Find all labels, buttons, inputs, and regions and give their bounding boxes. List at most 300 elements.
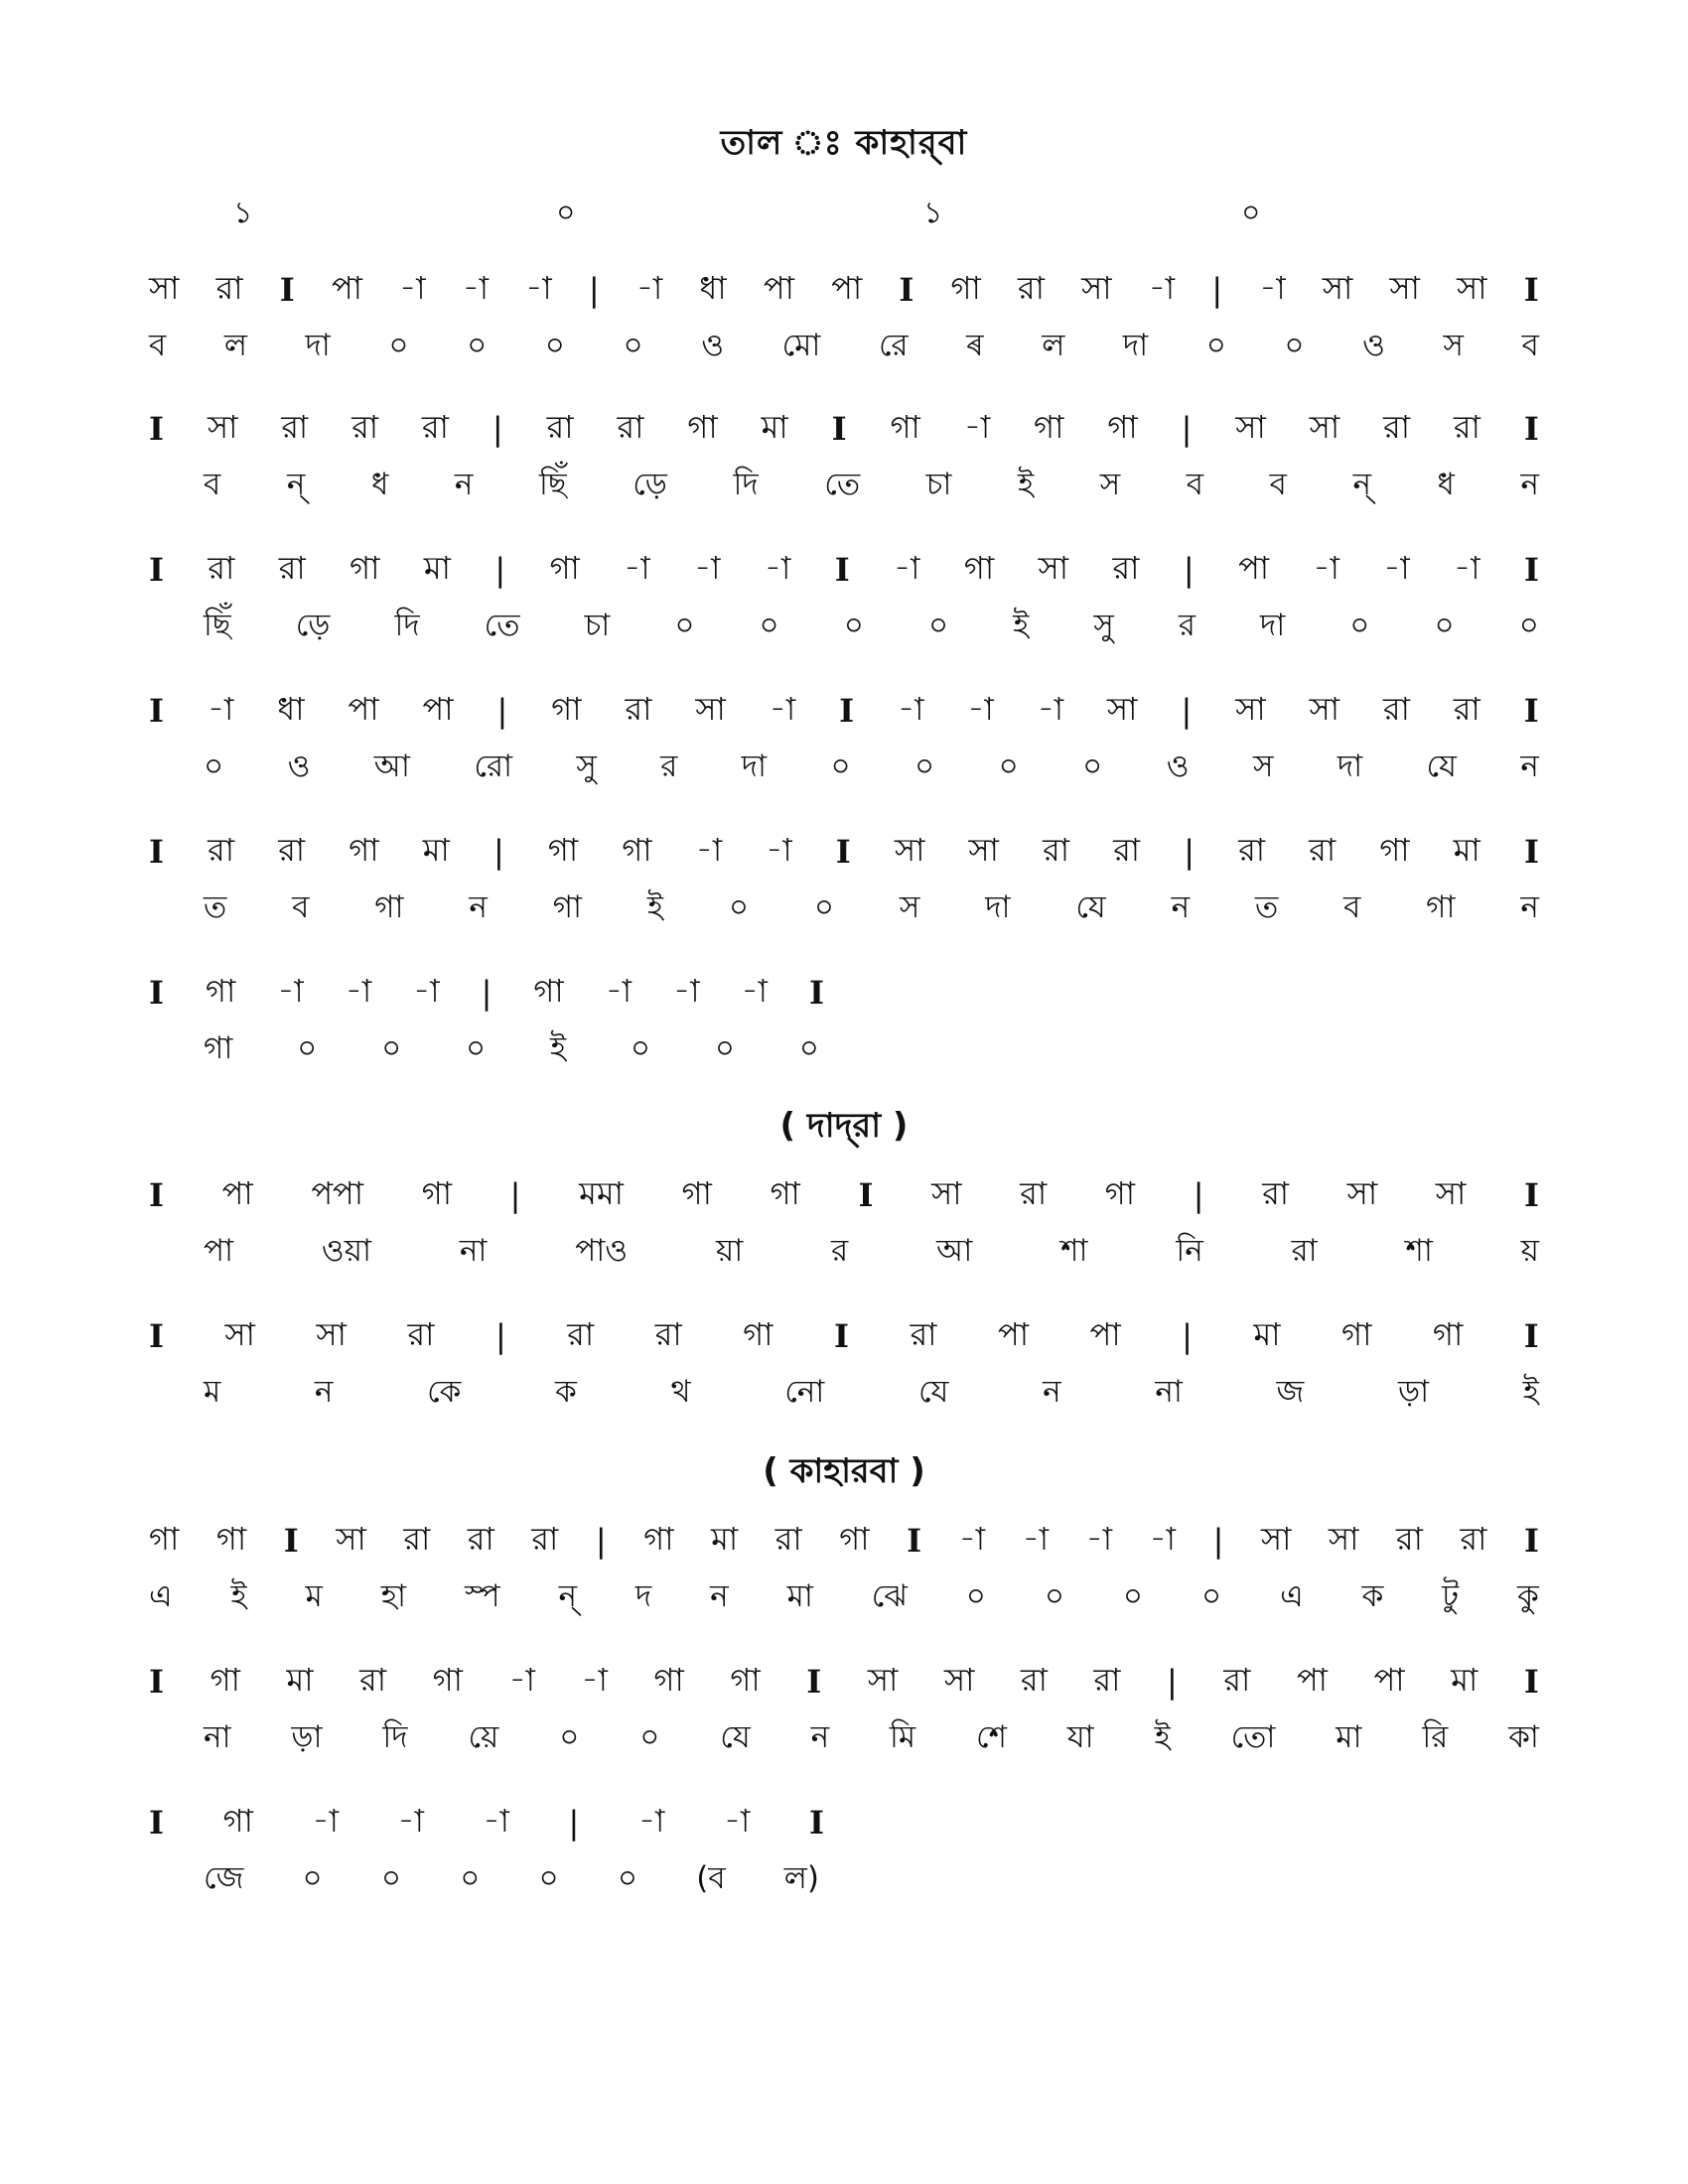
note-token: পা (831, 269, 863, 307)
note-token: সা (1038, 549, 1069, 587)
lyric-line (149, 606, 1539, 649)
beat-marker: ০ (1241, 196, 1261, 230)
note-token: সা (224, 1315, 255, 1353)
note-token: ই (549, 1030, 567, 1066)
note-token: ০ (466, 1030, 487, 1066)
note-token: রা (208, 549, 235, 587)
bar-line: | (1181, 692, 1193, 730)
note-token: -া (1085, 1520, 1112, 1558)
note-token: না (204, 1719, 231, 1755)
note-token: যে (1426, 749, 1457, 784)
note-token: ০ (1205, 328, 1226, 363)
lyric-line (149, 887, 1539, 931)
note-token: ০ (728, 889, 750, 925)
lyric-line (204, 1858, 819, 1902)
note-token: গা (350, 549, 380, 587)
note-token: গা (204, 1030, 233, 1066)
note-token: ছিঁ (204, 608, 231, 643)
note-token: ও (1362, 328, 1385, 363)
note-token: স (1099, 467, 1121, 502)
note-token: -া (525, 269, 552, 307)
note-token: গা (653, 1661, 684, 1699)
lyric-line (149, 1372, 1539, 1416)
page-title: তাল ঃ কাহার্‌বা (720, 123, 968, 163)
note-token: গা (1034, 408, 1064, 446)
note-token: সা (1107, 690, 1138, 728)
note-token: পা (1296, 1661, 1328, 1699)
note-token: ০ (843, 608, 864, 643)
note-token: -া (894, 549, 920, 587)
note-token: স (1252, 749, 1274, 784)
note-token: রা (281, 408, 309, 446)
note-token: পা (998, 1315, 1030, 1353)
note-token: ০ (1044, 1578, 1064, 1614)
note-token: রা (1291, 1233, 1318, 1269)
note-token: দি (382, 1719, 408, 1755)
note-token: ০ (302, 1860, 323, 1896)
bar-line: | (494, 551, 506, 589)
note-token: গা (149, 1520, 180, 1558)
note-token: গা (549, 549, 580, 587)
note-token: রা (1383, 690, 1410, 728)
note-token: ০ (297, 1030, 318, 1066)
note-token: -া (581, 1661, 608, 1699)
bar-line: I (808, 974, 824, 1012)
section-heading-kaharba: ( কাহারবা ) (763, 1451, 925, 1491)
note-token: সা (894, 831, 925, 869)
note-token: গা (681, 1174, 712, 1212)
note-token: দা (1336, 749, 1363, 784)
note-token: তে (824, 467, 861, 502)
note-token: সা (1457, 269, 1487, 307)
note-token: ধা (699, 269, 727, 307)
notation-line (149, 689, 1539, 733)
note-token: পা (331, 269, 362, 307)
note-token: গা (730, 1661, 761, 1699)
note-token: হা (380, 1578, 407, 1614)
bar-line: I (279, 271, 295, 309)
note-token: মা (1336, 1719, 1362, 1755)
note-token: পা (348, 690, 379, 728)
note-token: রা (1383, 408, 1411, 446)
note-token: -া (399, 269, 426, 307)
note-token: -া (963, 408, 991, 446)
bar-line: I (835, 833, 851, 871)
note-token: মা (761, 408, 788, 446)
note-token: গা (206, 972, 236, 1010)
note-token: -া (462, 269, 490, 307)
note-token: গা (890, 408, 920, 446)
note-token: ন্ (1352, 467, 1371, 502)
beat-markers (0, 189, 1688, 228)
note-token: স (1443, 328, 1465, 363)
note-token: রা (1020, 1174, 1048, 1212)
note-token: গা (1104, 1174, 1136, 1212)
note-token: পা (1373, 1661, 1405, 1699)
note-token: -া (277, 972, 304, 1010)
note-token: ০ (914, 749, 935, 784)
note-token: র (831, 1233, 849, 1269)
note-token: না (459, 1233, 488, 1269)
note-token: রা (1238, 831, 1266, 869)
note-token: সা (336, 1520, 366, 1558)
note-token: -া (637, 1802, 665, 1840)
beat-marker: ০ (556, 196, 576, 230)
note-token: সা (207, 408, 238, 446)
note-token: ০ (460, 1860, 481, 1896)
note-token: ন্ (558, 1578, 577, 1614)
note-token: -া (413, 972, 440, 1010)
note-token: গা (374, 889, 404, 925)
notation-line (149, 830, 1539, 874)
bar-line: I (1523, 692, 1539, 730)
note-token: ম (204, 1374, 221, 1410)
note-token: র (660, 749, 678, 784)
note-token: ০ (380, 1860, 401, 1896)
note-token: ই (230, 1578, 247, 1614)
note-token: গা (743, 1315, 774, 1353)
note-token: -া (312, 1802, 339, 1840)
note-token: ৰ (966, 328, 984, 363)
lyric-line (149, 465, 1539, 508)
note-token: গা (215, 1520, 247, 1558)
note-token: ব (149, 328, 167, 363)
note-token: রা (1453, 690, 1480, 728)
note-token: য়া (715, 1233, 744, 1269)
note-token: ক (555, 1374, 577, 1410)
bar-line: I (1523, 1176, 1539, 1214)
note-token: পা (763, 269, 794, 307)
note-token: ন (454, 467, 474, 502)
bar-line: I (831, 410, 847, 448)
note-token: গা (687, 408, 718, 446)
note-token: শে (976, 1719, 1007, 1755)
bar-line: I (806, 1663, 822, 1701)
note-token: রা (1113, 831, 1141, 869)
note-token: -া (1313, 549, 1339, 587)
note-token: সা (867, 1661, 899, 1699)
note-token: ও (1166, 749, 1190, 784)
bar-line: | (1184, 833, 1196, 871)
note-token: গা (643, 1520, 674, 1558)
note-token: সা (1081, 269, 1112, 307)
note-token: ০ (381, 1030, 402, 1066)
note-token: ০ (965, 1578, 986, 1614)
lyric-line (149, 326, 1539, 369)
note-token: পা (1089, 1315, 1121, 1353)
note-token: পা (1238, 549, 1270, 587)
note-token: ০ (1201, 1578, 1222, 1614)
note-token: তো (1230, 1719, 1276, 1755)
bar-line: | (568, 1804, 580, 1842)
notation-line (149, 407, 1539, 451)
bar-line: | (1211, 271, 1223, 309)
note-token: আ (373, 749, 410, 784)
note-token: -া (673, 972, 700, 1010)
note-token: নো (784, 1374, 825, 1410)
note-token: রা (1093, 1661, 1121, 1699)
note-token: ০ (623, 328, 643, 363)
note-token: ০ (544, 328, 565, 363)
note-token: গা (432, 1661, 463, 1699)
note-token: রা (352, 408, 379, 446)
note-token: এ (1280, 1578, 1304, 1614)
note-token: শা (1405, 1233, 1433, 1269)
note-token: র (1178, 608, 1196, 643)
note-token: (ব (696, 1860, 726, 1896)
note-token: ০ (798, 1030, 819, 1066)
bar-line: I (1523, 271, 1539, 309)
note-token: রা (1020, 1661, 1048, 1699)
note-token: সা (943, 1661, 975, 1699)
bar-line: I (149, 833, 164, 871)
note-token: দা (1259, 608, 1286, 643)
note-token: ০ (617, 1860, 638, 1896)
note-token: -া (1454, 549, 1480, 587)
note-token: ০ (1122, 1578, 1144, 1614)
note-token: ০ (388, 328, 409, 363)
lyric-line (204, 1028, 819, 1072)
note-token: চা (925, 467, 952, 502)
note-token: ত (204, 889, 227, 925)
note-token: রা (422, 408, 449, 446)
bar-line: | (1183, 551, 1195, 589)
bar-line: I (899, 271, 914, 309)
note-token: ও (287, 749, 311, 784)
bar-line: | (492, 410, 503, 448)
bar-line: I (149, 410, 164, 448)
note-token: ০ (1349, 608, 1370, 643)
note-token: ন (710, 1578, 729, 1614)
note-token: -া (1259, 269, 1286, 307)
note-token: সা (1435, 1174, 1467, 1212)
note-token: রা (1453, 408, 1480, 446)
note-token: তে (484, 608, 520, 643)
bar-line: I (149, 692, 164, 730)
notation-line (149, 1519, 1539, 1563)
beat-marker: ১ (923, 196, 943, 230)
note-token: সা (1235, 690, 1266, 728)
note-token: রো (474, 749, 512, 784)
note-token: ব (1269, 467, 1287, 502)
note-token: রা (215, 269, 243, 307)
bar-line: | (509, 1176, 521, 1214)
note-token: গা (1379, 831, 1410, 869)
note-token: ক (1361, 1578, 1384, 1614)
note-token: আ (936, 1233, 973, 1269)
bar-line: I (149, 1663, 164, 1701)
note-token: -া (635, 269, 663, 307)
note-token: ব (292, 889, 310, 925)
note-token: পা (221, 1174, 253, 1212)
note-token: গা (839, 1520, 870, 1558)
bar-line: | (492, 833, 504, 871)
note-token: -া (898, 690, 924, 728)
note-token: মা (422, 831, 450, 869)
note-token: -া (1022, 1520, 1050, 1558)
note-token: -া (207, 690, 234, 728)
note-token: দা (1122, 328, 1149, 363)
note-token: -া (958, 1520, 986, 1558)
note-token: ই (1013, 608, 1030, 643)
note-token: সা (1309, 690, 1340, 728)
bar-line: I (808, 1804, 824, 1842)
bar-line: | (1181, 410, 1193, 448)
bar-line: I (1523, 551, 1539, 589)
note-token: ০ (759, 608, 779, 643)
note-token: -া (766, 831, 792, 869)
note-token: ড়া (291, 1719, 323, 1755)
note-token: কা (1508, 1719, 1539, 1755)
notation-line (149, 971, 824, 1015)
note-token: সা (931, 1174, 962, 1212)
note-token: গা (1341, 1315, 1372, 1353)
note-token: রা (1262, 1174, 1290, 1212)
lyric-line (149, 1576, 1539, 1620)
note-token: ন (1520, 889, 1539, 925)
note-token: -া (967, 690, 994, 728)
note-token: -া (694, 549, 721, 587)
note-token: রা (1223, 1661, 1251, 1699)
bar-line: | (1182, 1317, 1193, 1355)
note-token: সা (1389, 269, 1420, 307)
note-token: রা (617, 408, 644, 446)
note-token: গা (963, 549, 995, 587)
note-token: ০ (674, 608, 695, 643)
note-token: রে (878, 328, 909, 363)
note-token: ধ (1437, 467, 1455, 502)
note-token: টু (1442, 1578, 1460, 1614)
note-token: রা (467, 1520, 494, 1558)
note-token: -া (723, 1802, 751, 1840)
note-token: ব (1343, 889, 1361, 925)
bar-line: | (481, 974, 492, 1012)
note-token: জে (204, 1860, 244, 1896)
note-token: ০ (830, 749, 851, 784)
note-token: রা (1460, 1520, 1487, 1558)
note-token: রা (1043, 831, 1070, 869)
note-token: ন (1520, 467, 1539, 502)
note-token: সা (1309, 408, 1340, 446)
note-token: ০ (1434, 608, 1455, 643)
note-token: রা (359, 1661, 387, 1699)
note-token: ও (701, 328, 725, 363)
note-token: রা (1018, 269, 1045, 307)
note-token: সু (576, 749, 597, 784)
note-token: মা (711, 1520, 739, 1558)
note-token: মি (890, 1719, 916, 1755)
note-token: গা (551, 690, 582, 728)
note-token: না (1155, 1374, 1183, 1410)
note-token: রা (625, 690, 652, 728)
note-token: রা (567, 1315, 595, 1353)
note-token: রা (1396, 1520, 1423, 1558)
note-token: সা (1322, 269, 1353, 307)
note-token: ০ (998, 749, 1019, 784)
note-token: গা (349, 831, 379, 869)
note-token: য় (1520, 1233, 1539, 1269)
note-token: গা (547, 831, 579, 869)
bar-line: | (1167, 1663, 1178, 1701)
note-token: ই (1017, 467, 1035, 502)
bar-line: | (595, 1522, 607, 1560)
note-token: দা (985, 889, 1011, 925)
bar-line: | (588, 271, 600, 309)
notation-line (149, 1660, 1539, 1704)
note-token: ০ (927, 608, 949, 643)
note-token: রা (1309, 831, 1336, 869)
note-token: ০ (1518, 608, 1539, 643)
bar-line: I (907, 1522, 922, 1560)
note-token: ড়ে (633, 467, 667, 502)
lyric-line (149, 1717, 1539, 1761)
bar-line: I (149, 974, 164, 1012)
note-token: ধ (370, 467, 389, 502)
bar-line: | (496, 692, 508, 730)
note-token: -া (1037, 690, 1064, 728)
note-token: স (899, 889, 920, 925)
lyric-line (149, 747, 1539, 790)
note-token: কু (1517, 1578, 1539, 1614)
note-token: দি (733, 467, 759, 502)
beat-marker: ১ (233, 196, 253, 230)
note-token: ০ (639, 1719, 660, 1755)
note-token: ০ (204, 749, 224, 784)
bar-line: I (1524, 1522, 1539, 1560)
note-token: দা (741, 749, 768, 784)
note-token: কে (427, 1374, 462, 1410)
notation-line (149, 1173, 1539, 1217)
section-heading-dadra: ( দাদ্‌রা ) (779, 1106, 909, 1146)
note-token: ন্ (286, 467, 306, 502)
note-token: সা (968, 831, 999, 869)
note-token: রা (403, 1520, 431, 1558)
bar-line: | (494, 1317, 506, 1355)
note-token: যে (1075, 889, 1106, 925)
note-token: সা (1346, 1174, 1378, 1212)
note-token: ন (1171, 889, 1191, 925)
note-token: গা (222, 1802, 253, 1840)
note-token: ই (1154, 1719, 1171, 1755)
note-token: স্প (464, 1578, 500, 1614)
bar-line: | (1212, 1522, 1224, 1560)
note-token: সা (1260, 1520, 1292, 1558)
note-token: পপা (311, 1174, 364, 1212)
note-token: নি (1176, 1233, 1203, 1269)
note-token: ০ (467, 328, 488, 363)
bar-line: I (834, 1317, 849, 1355)
note-token: ঝে (871, 1578, 908, 1614)
note-token: গা (622, 831, 652, 869)
bar-line: I (1523, 410, 1539, 448)
note-token: -া (483, 1802, 509, 1840)
bar-line: I (834, 551, 850, 589)
bar-line: I (149, 551, 164, 589)
note-token: ই (646, 889, 664, 925)
note-token: -া (764, 549, 791, 587)
note-token: মা (1451, 1661, 1478, 1699)
note-token: গা (421, 1174, 452, 1212)
note-token: গা (1432, 1315, 1464, 1353)
note-token: ড়ে (295, 608, 331, 643)
note-token: সা (149, 269, 180, 307)
note-token: দা (305, 328, 331, 363)
note-token: রা (278, 831, 306, 869)
note-token: মা (423, 549, 451, 587)
note-token: যা (1066, 1719, 1094, 1755)
note-token: ল) (783, 1860, 819, 1896)
note-token: -া (605, 972, 633, 1010)
